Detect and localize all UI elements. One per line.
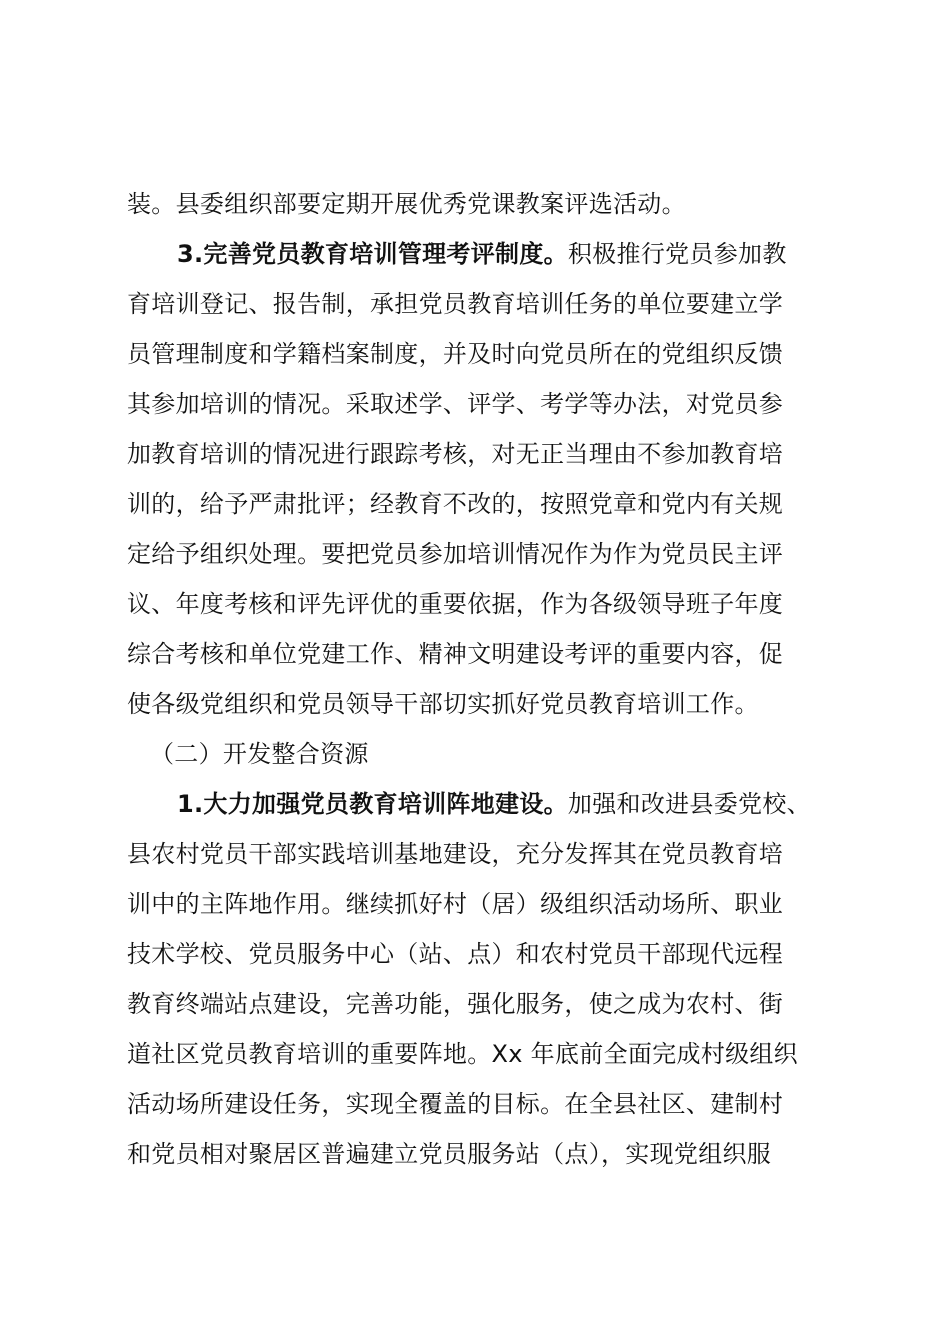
paragraph-line: 综合考核和单位党建工作、精神文明建设考评的重要内容，促 [127, 640, 784, 668]
paragraph-line: 道社区党员教育培训的重要阵地。Xx 年底前全面完成村级组织 [127, 1040, 798, 1068]
paragraph-line: 装。县委组织部要定期开展优秀党课教案评选活动。 [127, 190, 686, 218]
paragraph-line: 县农村党员干部实践培训基地建设，充分发挥其在党员教育培 [127, 840, 784, 868]
paragraph-line: 使各级党组织和党员领导干部切实抓好党员教育培训工作。 [127, 690, 759, 718]
paragraph-line: 训中的主阵地作用。继续抓好村（居）级组织活动场所、职业 [127, 890, 784, 918]
paragraph-line: 其参加培训的情况。采取述学、评学、考学等办法，对党员参 [127, 390, 784, 418]
paragraph-line: 员管理制度和学籍档案制度，并及时向党员所在的党组织反馈 [127, 340, 784, 368]
item-3-text: 积极推行党员参加教 [567, 240, 787, 268]
item-1-text: 加强和改进县委党校、 [567, 790, 811, 818]
item-1-line [177, 789, 811, 819]
paragraph-line: 和党员相对聚居区普遍建立党员服务站（点），实现党组织服 [127, 1140, 772, 1168]
paragraph-line: 活动场所建设任务，实现全覆盖的目标。在全县社区、建制村 [127, 1090, 784, 1118]
item-1-heading: 1.大力加强党员教育培训阵地建设。 [177, 790, 568, 818]
section-heading: （二）开发整合资源 [150, 740, 369, 768]
paragraph-line: 议、年度考核和评先评优的重要依据，作为各级领导班子年度 [127, 590, 784, 618]
paragraph-line: 技术学校、党员服务中心（站、点）和农村党员干部现代远程 [127, 940, 784, 968]
paragraph-line: 育培训登记、报告制，承担党员教育培训任务的单位要建立学 [127, 290, 784, 318]
item-3-heading: 3.完善党员教育培训管理考评制度。 [177, 240, 568, 268]
paragraph-line: 加教育培训的情况进行跟踪考核，对无正当理由不参加教育培 [127, 440, 784, 468]
paragraph-line: 教育终端站点建设，完善功能，强化服务，使之成为农村、街 [127, 990, 784, 1018]
paragraph-line: 定给予组织处理。要把党员参加培训情况作为作为党员民主评 [127, 540, 784, 568]
item-3-line [177, 239, 787, 269]
paragraph-line: 训的，给予严肃批评；经教育不改的，按照党章和党内有关规 [127, 490, 784, 518]
